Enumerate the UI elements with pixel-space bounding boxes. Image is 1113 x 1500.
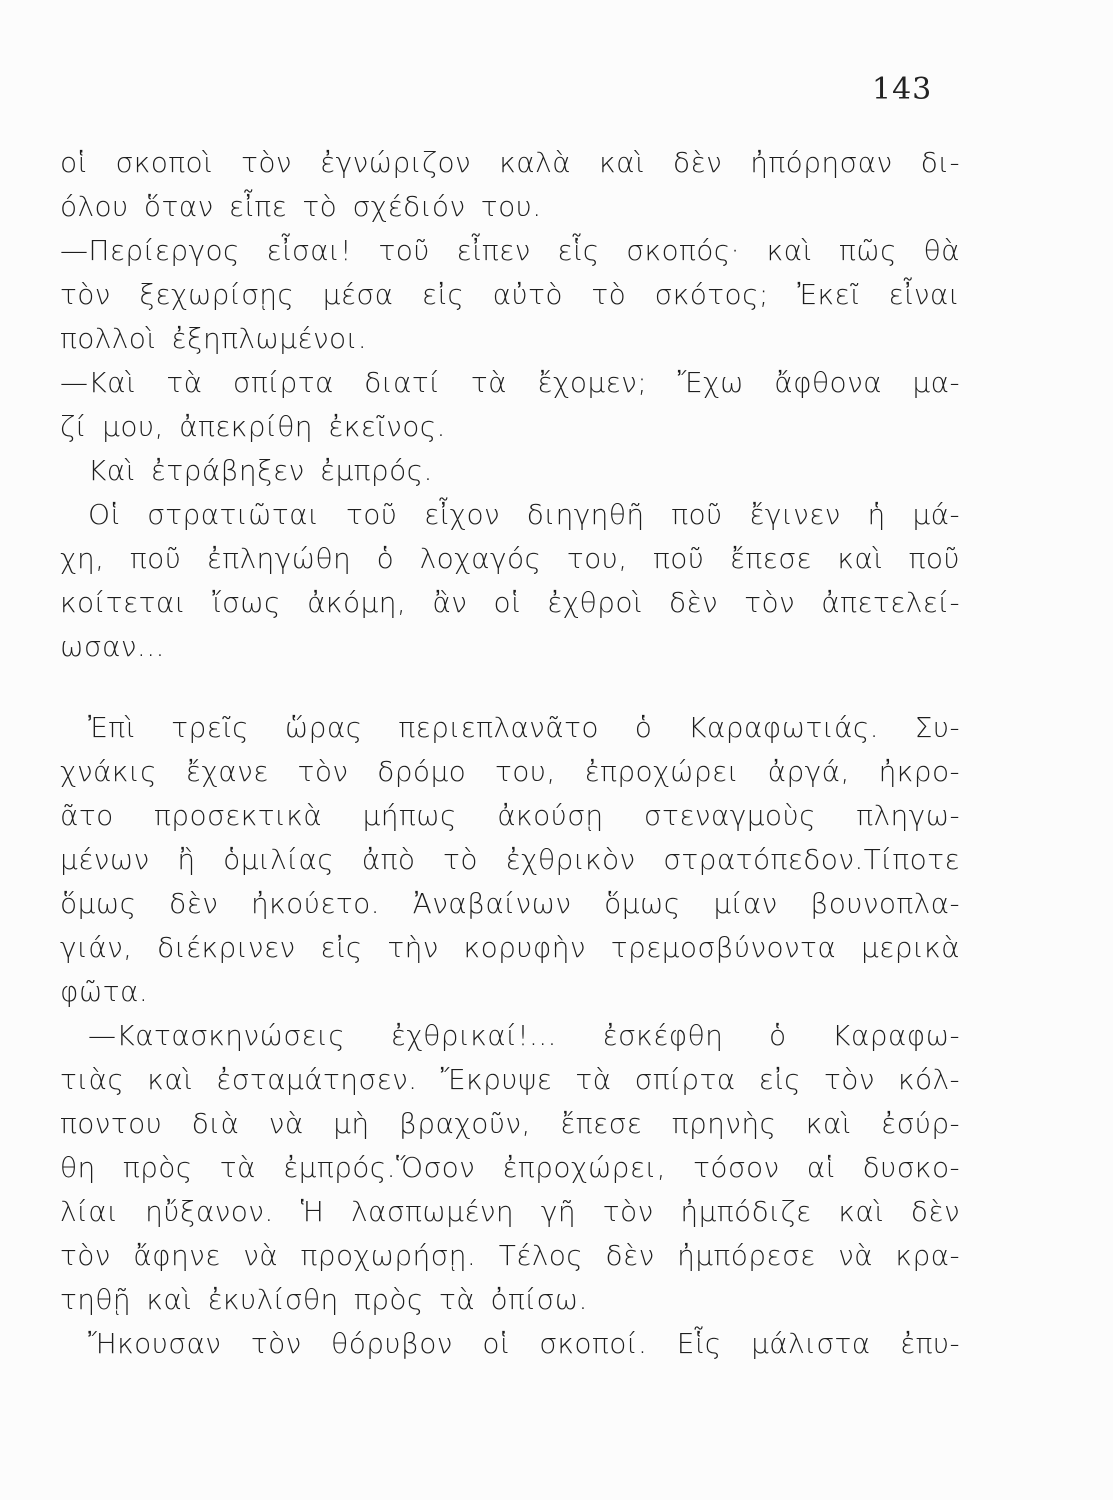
text-line: Ἐπὶ τρεῖς ὥρας περιεπλανᾶτο ὁ Καραφωτιάς. Συ-	[88, 711, 960, 744]
text-line: φῶτα.	[60, 975, 149, 1008]
text-line: ωσαν...	[60, 630, 165, 663]
text-line: —Κατασκηνώσεις ἐχθρικαί!... ἐσκέφθη ὁ Καραφω-	[88, 1019, 960, 1052]
text-line: χνάκις ἔχανε τὸν δρόμο του, ἐπροχώρει ἀργά, ἠκρο-	[60, 755, 960, 788]
text-line: —Περίεργος εἶσαι! τοῦ εἶπεν εἷς σκοπός· καὶ πῶς θὰ	[60, 234, 960, 267]
text-line: ᾶτο προσεκτικὰ μήπως ἀκούσῃ στεναγμοὺς πληγω-	[60, 799, 960, 832]
text-line: πολλοὶ ἐξηπλωμένοι.	[60, 322, 368, 355]
text-line: όλου ὅταν εἶπε τὸ σχέδιόν του.	[60, 190, 542, 223]
text-line: τιὰς καὶ ἐσταμάτησεν. Ἔκρυψε τὰ σπίρτα εἰς τὸν κόλ-	[60, 1063, 960, 1096]
text-line: λίαι ηὔξανον. Ἡ λασπωμένη γῆ τὸν ἠμπόδιζε καὶ δὲν	[60, 1195, 960, 1228]
text-line: Οἱ στρατιῶται τοῦ εἶχον διηγηθῆ ποῦ ἔγινεν ἡ μά-	[88, 498, 960, 531]
text-line: τὸν ξεχωρίσῃς μέσα εἰς αὐτὸ τὸ σκότος; Ἐκεῖ εἶναι	[60, 278, 960, 311]
text-line: ὅμως δὲν ἠκούετο. Ἀναβαίνων ὅμως μίαν βουνοπλα-	[60, 887, 960, 920]
page-number: 143	[872, 72, 933, 107]
text-line: —Καὶ τὰ σπίρτα διατί τὰ ἔχομεν; Ἔχω ἄφθονα μα-	[60, 366, 960, 399]
text-line: θη πρὸς τὰ ἐμπρός.Ὅσον ἐπροχώρει, τόσον αἱ δυσκο-	[60, 1151, 960, 1184]
text-line: ποντου διὰ νὰ μὴ βραχοῦν, ἔπεσε πρηνὴς καὶ ἐσύρ-	[60, 1107, 960, 1140]
text-line: οἱ σκοποὶ τὸν ἐγνώριζον καλὰ καὶ δὲν ἠπόρησαν δι-	[60, 146, 960, 179]
text-line: τὸν ἄφηνε νὰ προχωρήσῃ. Τέλος δὲν ἠμπόρεσε νὰ κρα-	[60, 1239, 960, 1272]
text-line: γιάν, διέκρινεν εἰς τὴν κορυφὴν τρεμοσβύνοντα μερικὰ	[60, 931, 960, 964]
text-line: κοίτεται ἴσως ἀκόμη, ἂν οἱ ἐχθροὶ δὲν τὸν ἀπετελεί-	[60, 586, 960, 619]
text-line: μένων ἢ ὁμιλίας ἀπὸ τὸ ἐχθρικὸν στρατόπεδον.Τίποτε	[60, 843, 960, 876]
text-line: Καὶ ἐτράβηξεν ἐμπρός.	[88, 454, 433, 487]
text-line: τηθῇ καὶ ἐκυλίσθη πρὸς τὰ ὀπίσω.	[60, 1283, 588, 1316]
text-line: χη, ποῦ ἐπληγώθη ὁ λοχαγός του, ποῦ ἔπεσε καὶ ποῦ	[60, 542, 960, 575]
text-line: ζί μου, ἀπεκρίθη ἐκεῖνος.	[60, 410, 446, 443]
text-line: Ἤκουσαν τὸν θόρυβον οἱ σκοποί. Εἷς μάλιστα ἐπυ-	[88, 1327, 960, 1360]
